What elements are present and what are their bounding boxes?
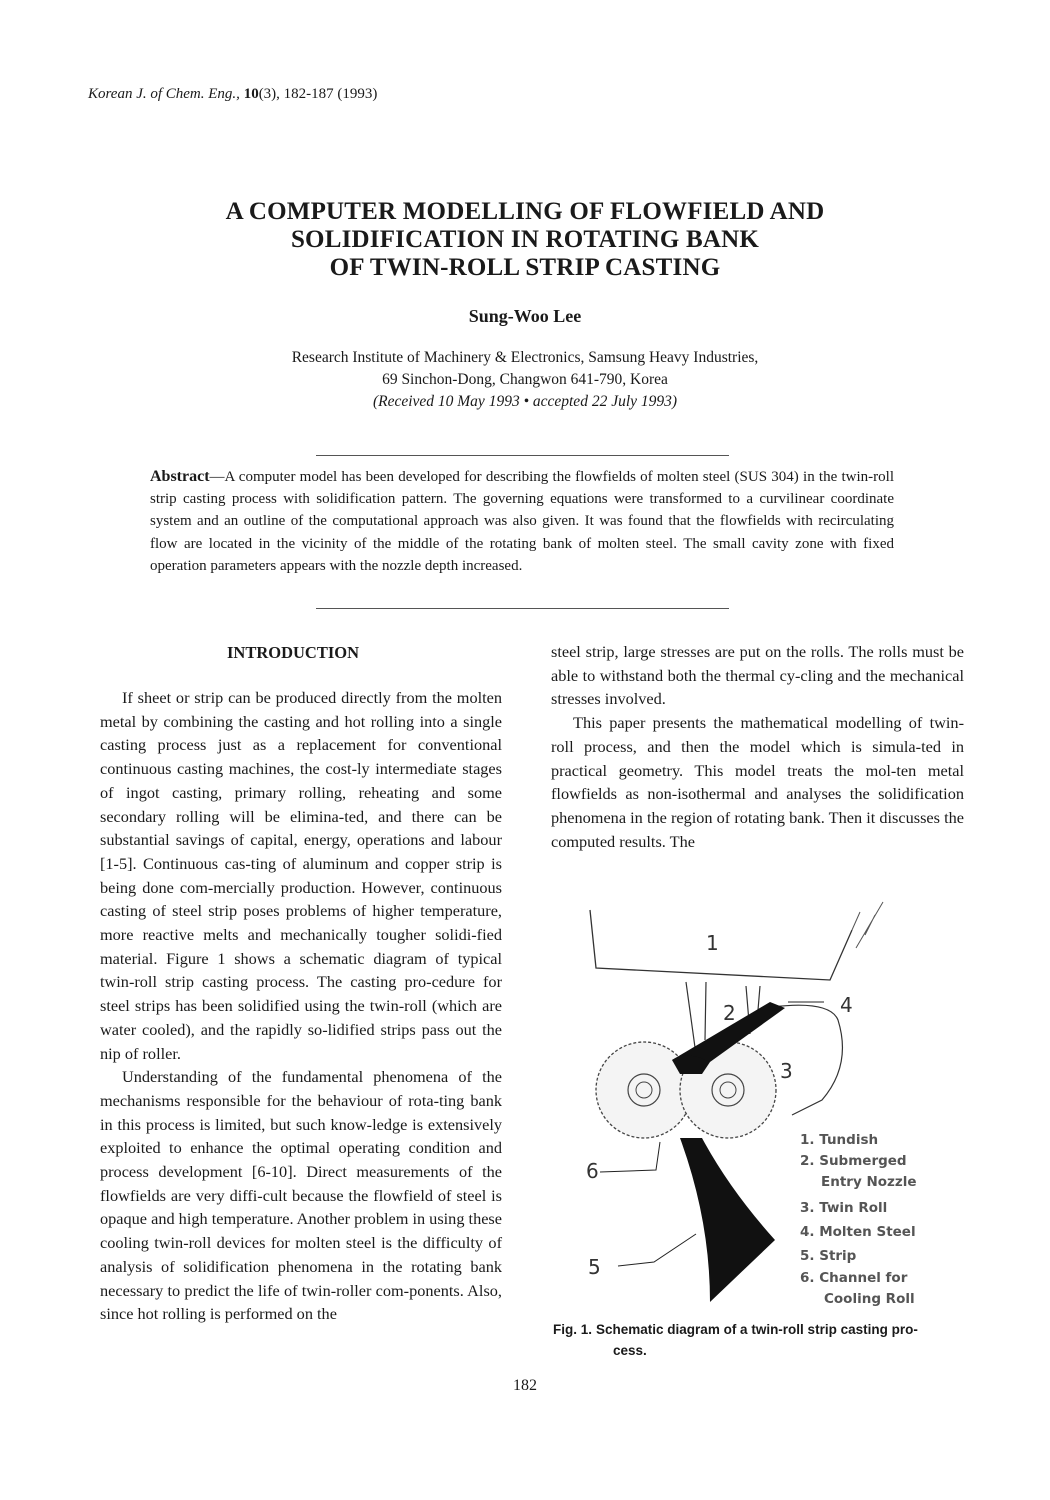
callout-4: 4 bbox=[840, 993, 853, 1017]
legend-item-5: 5. Strip bbox=[800, 1248, 857, 1264]
affiliation-line-1: Research Institute of Machinery & Electronics, Samsung Heavy Industries, bbox=[291, 349, 759, 366]
callout-1: 1 bbox=[706, 931, 719, 955]
abstract-text: —A computer model has been developed for describing the flowfields of molten steel (SUS 304) in the twin-roll strip casting process with solidification pattern. The governing equations were transformed to a curvilinear coordinate system and an outline of the computational approach was also given. It was found that the flowfields with recirculating flow are located in the vicinity of the middle of the rotating bank of molten steel. The small cavity zone with fixed operation parameters appears with the nozzle depth increased. bbox=[150, 469, 894, 574]
abstract bbox=[150, 466, 894, 577]
legend-item-2-cont: Entry Nozzle bbox=[821, 1174, 917, 1190]
callout-2: 2 bbox=[723, 1001, 736, 1025]
section-heading-introduction: INTRODUCTION bbox=[226, 643, 360, 662]
received-dates: (Received 10 May 1993 • accepted 22 July 1993) bbox=[372, 393, 678, 410]
legend-item-6: 6. Channel for bbox=[800, 1270, 908, 1286]
callout-line-6 bbox=[600, 1142, 660, 1172]
caption-number: Fig. 1. bbox=[553, 1322, 593, 1337]
tundish-wall-lines bbox=[852, 902, 883, 948]
figure-legend bbox=[800, 1132, 917, 1307]
legend-item-1: 1. Tundish bbox=[800, 1132, 879, 1148]
journal-issue-pages: (3), 182-187 (1993) bbox=[258, 86, 378, 102]
callout-6: 6 bbox=[586, 1159, 599, 1183]
title-line-3: OF TWIN-ROLL STRIP CASTING bbox=[329, 254, 721, 281]
callout-5: 5 bbox=[588, 1255, 601, 1279]
right-paragraph-2: This paper presents the mathematical modelling of twin-roll process, and then the model which is simula-ted in practical geometry. This model treats the mol-ten metal flowfields as non-isothermal and analyses the solidification phenomena in the region of rotating bank. Then it discusses the computed results. The bbox=[551, 713, 964, 851]
cast-strip bbox=[680, 1138, 775, 1302]
affiliation bbox=[0, 347, 1050, 413]
twin-roll-schematic bbox=[560, 890, 970, 1310]
right-paragraph-1: steel strip, large stresses are put on the rolls. The rolls must be able to withstand both the thermal cy-cling and the mechanical stresses involved. bbox=[551, 642, 964, 709]
caption-text: Schematic diagram of a twin-roll strip casting pro- bbox=[596, 1322, 918, 1337]
caption-continuation: cess. bbox=[613, 1343, 647, 1358]
paper-title bbox=[100, 198, 950, 282]
abstract-label: Abstract bbox=[150, 468, 210, 485]
callout-3: 3 bbox=[780, 1059, 793, 1083]
intro-paragraph-1: If sheet or strip can be produced directly from the molten metal by combining the casting and hot rolling into a single casting process just as a replacement for conventional continuous casting machines, the cost-ly intermediate stages of ingot casting, primary rolling, reheating and some secondary rolling will be elimina-ted, and there can be substantial savings of capital, energy, operations and labour [1-5]. Continuous cas-ting of aluminum and copper strip is being done com-mercially production. However, continuous casting of steel strip poses problems of higher temperature, more reactive melts and mechanically tougher solidi-fied material. Figure 1 shows a schematic diagram of typical twin-roll strip casting process. The casting pro-cedure for steel strips has been solidified using the twin-roll (which are water cooled), and the rapidly so-lidified strips pass out the nip of roller. bbox=[100, 688, 502, 1063]
journal-reference bbox=[88, 86, 377, 103]
title-line-1: A COMPUTER MODELLING OF FLOWFIELD AND bbox=[225, 198, 825, 225]
author-name: Sung-Woo Lee bbox=[468, 306, 582, 326]
legend-item-2: 2. Submerged bbox=[800, 1153, 907, 1169]
journal-name: Korean J. of Chem. Eng., bbox=[88, 86, 240, 102]
abstract-top-rule bbox=[316, 455, 729, 456]
journal-volume: 10 bbox=[243, 86, 259, 102]
figure-1 bbox=[560, 890, 970, 1310]
callout-line-5 bbox=[618, 1234, 696, 1266]
left-column bbox=[100, 686, 502, 1326]
legend-item-4: 4. Molten Steel bbox=[800, 1224, 916, 1240]
page-number: 182 bbox=[513, 1377, 537, 1394]
figure-1-caption bbox=[553, 1319, 965, 1361]
abstract-bottom-rule bbox=[316, 608, 729, 609]
tundish-outline bbox=[590, 910, 852, 980]
right-column bbox=[551, 640, 964, 853]
affiliation-line-2: 69 Sinchon-Dong, Changwon 641-790, Korea bbox=[382, 371, 668, 388]
title-line-2: SOLIDIFICATION IN ROTATING BANK bbox=[290, 226, 760, 253]
left-roll bbox=[596, 1042, 692, 1138]
legend-item-3: 3. Twin Roll bbox=[800, 1200, 888, 1216]
legend-item-6-cont: Cooling Roll bbox=[824, 1291, 915, 1307]
intro-paragraph-2: Understanding of the fundamental phenomena of the mechanisms responsible for the behaviour of rota-ting bank in this process is limited, but such know-ledge is extensively exploited to enhance the optimal operating condition and process development [6-10]. Direct measurements of the flowfields are very diffi-cult because the flowfield of steel is opaque and high temperature. Another problem in using these cooling twin-roll devices for molten steel is the difficulty of analysis of solidification phenomena in the rotating bank necessary to predict the life of twin-roller com-ponents. Also, since hot rolling is performed on the bbox=[100, 1067, 502, 1324]
